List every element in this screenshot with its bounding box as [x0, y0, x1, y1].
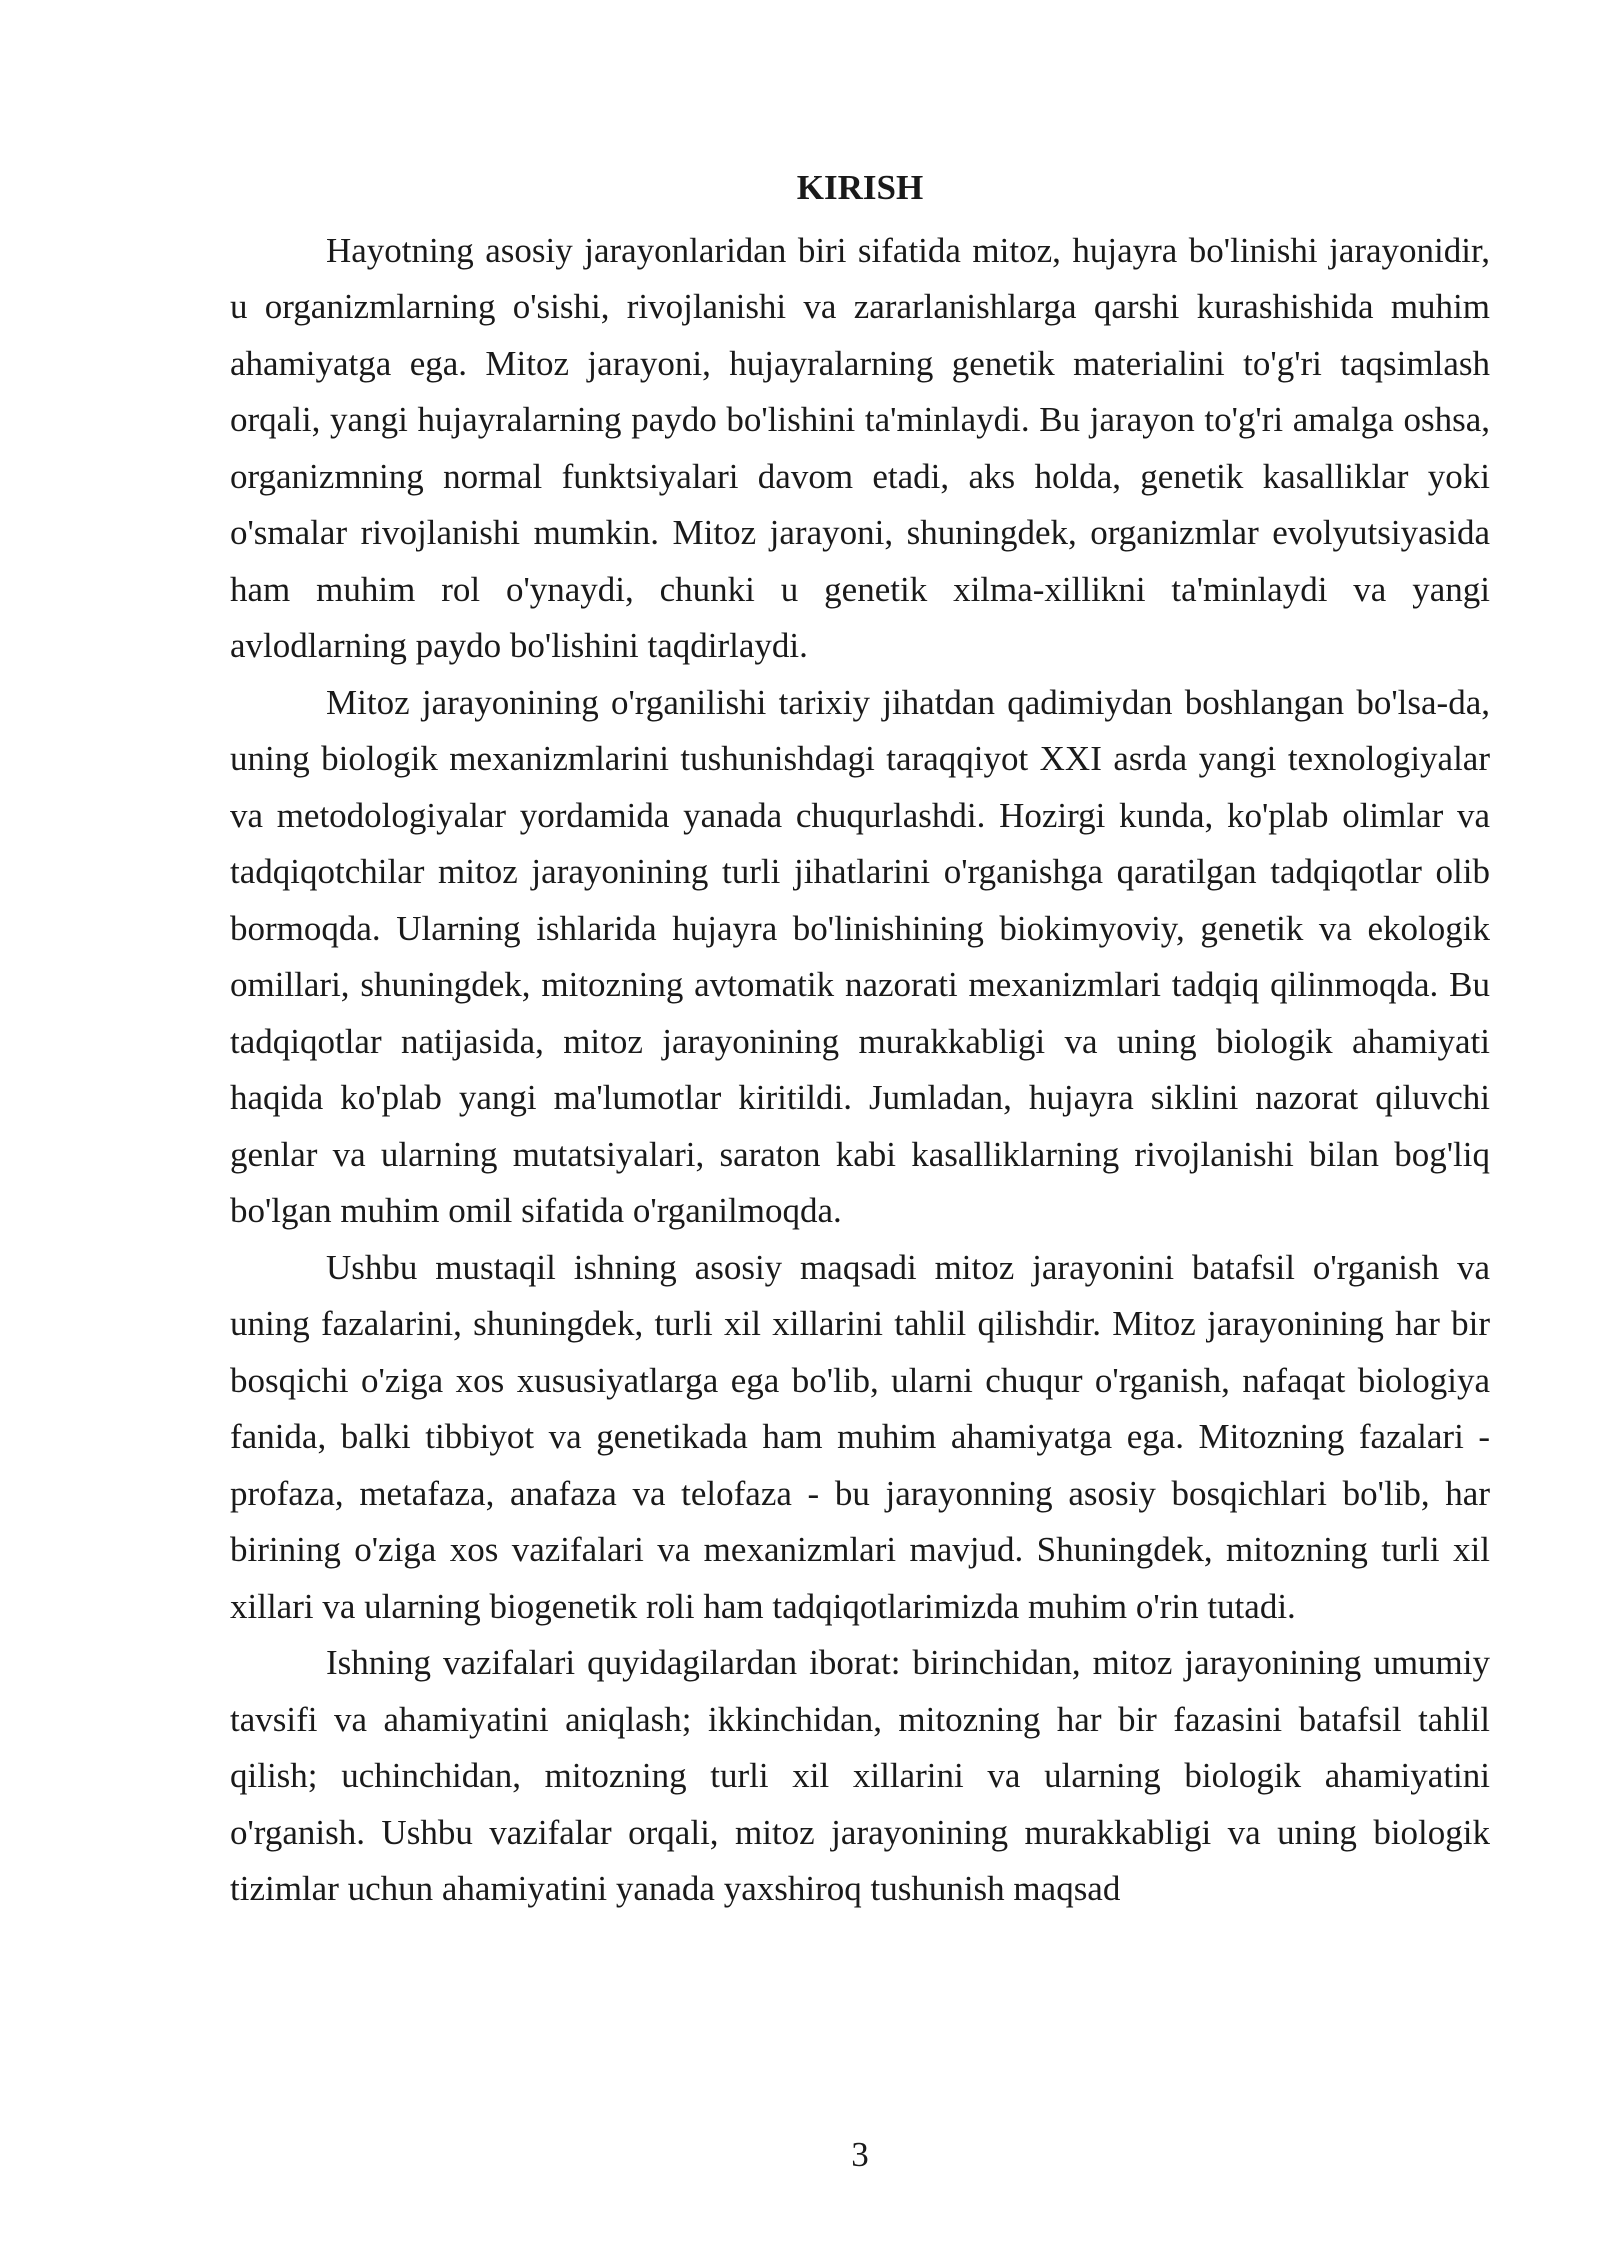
paragraph-2: Mitoz jarayonining o'rganilishi tarixiy jihatdan qadimiydan boshlangan bo'lsa-da, uning biologik mexanizmlarini tushunishdagi taraqqiyot XXI asrda yangi texnologiyalar va metodologiyalar yordamida yanada chuqurlashdi. Hozirgi kunda, ko'plab olimlar va tadqiqotchilar mitoz jarayonining turli jihatlarini o'rganishga qaratilgan tadqiqotlar olib bormoqda. Ularning ishlarida hujayra bo'linishining biokimyoviy, genetik va ekologik omillari, shuningdek, mitozning avtomatik nazorati mexanizmlari tadqiq qilinmoqda. Bu tadqiqotlar natijasida, mitoz jarayonining murakkabligi va uning biologik ahamiyati haqida ko'plab yangi ma'lumotlar kiritildi. Jumladan, hujayra siklini nazorat qiluvchi genlar va ularning mutatsiyalari, saraton kabi kasalliklarning rivojlanishi bilan bog'liq bo'lgan muhim omil sifatida o'rganilmoqda. [230, 682, 1490, 1230]
paragraph-3: Ushbu mustaqil ishning asosiy maqsadi mitoz jarayonini batafsil o'rganish va uning fazalarini, shuningdek, turli xil xillarini tahlil qilishdir. Mitoz jarayonining har bir bosqichi o'ziga xos xususiyatlarga ega bo'lib, ularni chuqur o'rganish, nafaqat biologiya fanida, balki tibbiyot va genetikada ham muhim ahamiyatga ega. Mitozning fazalari - profaza, metafaza, anafaza va telofaza - bu jarayonning asosiy bosqichlari bo'lib, har birining o'ziga xos vazifalari va mexanizmlari mavjud. Shuningdek, mitozning turli xil xillari va ularning biogenetik roli ham tadqiqotlarimizda muhim o'rin tutadi. [230, 1247, 1490, 1626]
paragraph-1: Hayotning asosiy jarayonlaridan biri sifatida mitoz, hujayra bo'linishi jarayonidir, u organizmlarning o'sishi, rivojlanishi va zararlanishlarga qarshi kurashishida muhim ahamiyatga ega. Mitoz jarayoni, hujayralarning genetik materialini to'g'ri taqsimlash orqali, yangi hujayralarning paydo bo'lishini ta'minlaydi. Bu jarayon to'g'ri amalga oshsa, organizmning normal funktsiyalari davom etadi, aks holda, genetik kasalliklar yoki o'smalar rivojlanishi mumkin. Mitoz jarayoni, shuningdek, organizmlar evolyutsiyasida ham muhim rol o'ynaydi, chunki u genetik xilma-xillikni ta'minlaydi va yangi avlodlarning paydo bo'lishini taqdirlaydi. [230, 230, 1490, 665]
paragraph-4: Ishning vazifalari quyidagilardan iborat: birinchidan, mitoz jarayonining umumiy tavsifi va ahamiyatini aniqlash; ikkinchidan, mitozning har bir fazasini batafsil tahlil qilish; uchinchidan, mitozning turli xil xillarini va ularning biologik ahamiyatini o'rganish. Ushbu vazifalar orqali, mitoz jarayonining murakkabligi va uning biologik tizimlar uchun ahamiyatini yanada yaxshiroq tushunish maqsad [230, 1643, 1490, 1908]
page-content [230, 160, 1490, 1918]
page-number: 3 [851, 2135, 869, 2174]
section-title: KIRISH [796, 168, 924, 207]
